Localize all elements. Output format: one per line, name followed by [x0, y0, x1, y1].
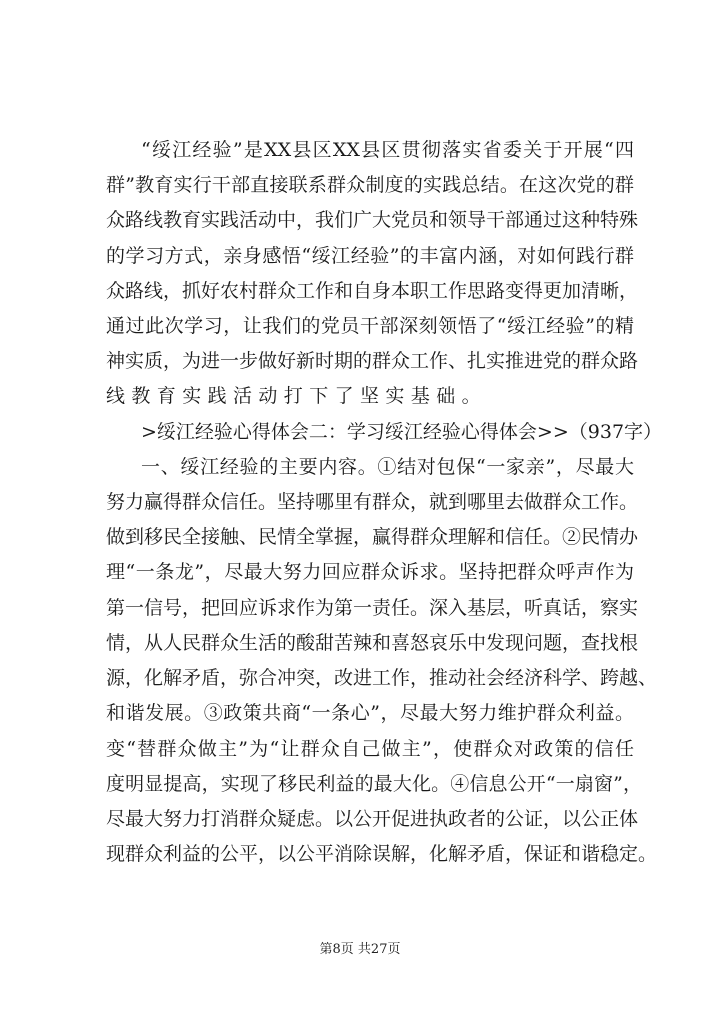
- paragraph-line: 第一信号，把回应诉求作为第一责任。深入基层，听真话，察实: [106, 597, 639, 619]
- paragraph-line: 一、绥江经验的主要内容。①结对包保“一家亲”，尽最大: [141, 456, 634, 478]
- paragraph-line: 理“一条龙”，尽最大努力回应群众诉求。坚持把群众呼声作为: [106, 561, 634, 583]
- paragraph-line: 尽最大努力打消群众疑虑。以公开促进执政者的公证，以公正体: [106, 808, 639, 830]
- paragraph-line: 众路线教育实践活动中，我们广大党员和领导干部通过这种特殊: [106, 209, 639, 231]
- paragraph-line: 群”教育实行干部直接联系群众制度的实践总结。在这次党的群: [106, 174, 634, 196]
- paragraph-line: 的学习方式，亲身感悟“绥江经验”的丰富内涵，对如何践行群: [106, 245, 634, 267]
- section-heading: >绥江经验心得体会二：学习绥江经验心得体会>>（937字）: [141, 421, 663, 443]
- paragraph-line: 源，化解矛盾，弥合冲突，改进工作，推动社会经济科学、跨越、: [106, 667, 658, 689]
- page-number: 第8页 共27页: [319, 942, 401, 957]
- paragraph-line: 现群众利益的公平，以公平消除误解，化解矛盾，保证和谐稳定。: [106, 843, 658, 865]
- paragraph-line: 度明显提高，实现了移民利益的最大化。④信息公开“一扇窗”，: [106, 773, 642, 795]
- paragraph-line: “绥江经验”是XX县区XX县区贯彻落实省委关于开展“四: [141, 139, 634, 161]
- paragraph-line: 众路线，抓好农村群众工作和自身本职工作思路变得更加清晰，: [106, 280, 639, 302]
- paragraph-line: 情，从人民群众生活的酸甜苦辣和喜怒哀乐中发现问题，查找根: [106, 632, 639, 654]
- paragraph-line: 努力赢得群众信任。坚持哪里有群众，就到哪里去做群众工作。: [106, 491, 639, 513]
- paragraph-line: 做到移民全接触、民情全掌握，赢得群众理解和信任。②民情办: [106, 526, 639, 548]
- paragraph-line: 和谐发展。③政策共商“一条心”，尽最大努力维护群众利益。: [106, 702, 634, 724]
- paragraph-line: 线教育实践活动打下了坚实基础。: [106, 385, 488, 407]
- paragraph-line: 通过此次学习，让我们的党员干部深刻领悟了“绥江经验”的精: [106, 315, 634, 337]
- paragraph-line: 变“替群众做主”为“让群众自己做主”，使群众对政策的信任: [106, 738, 634, 760]
- paragraph-line: 神实质，为进一步做好新时期的群众工作、扎实推进党的群众路: [106, 350, 639, 372]
